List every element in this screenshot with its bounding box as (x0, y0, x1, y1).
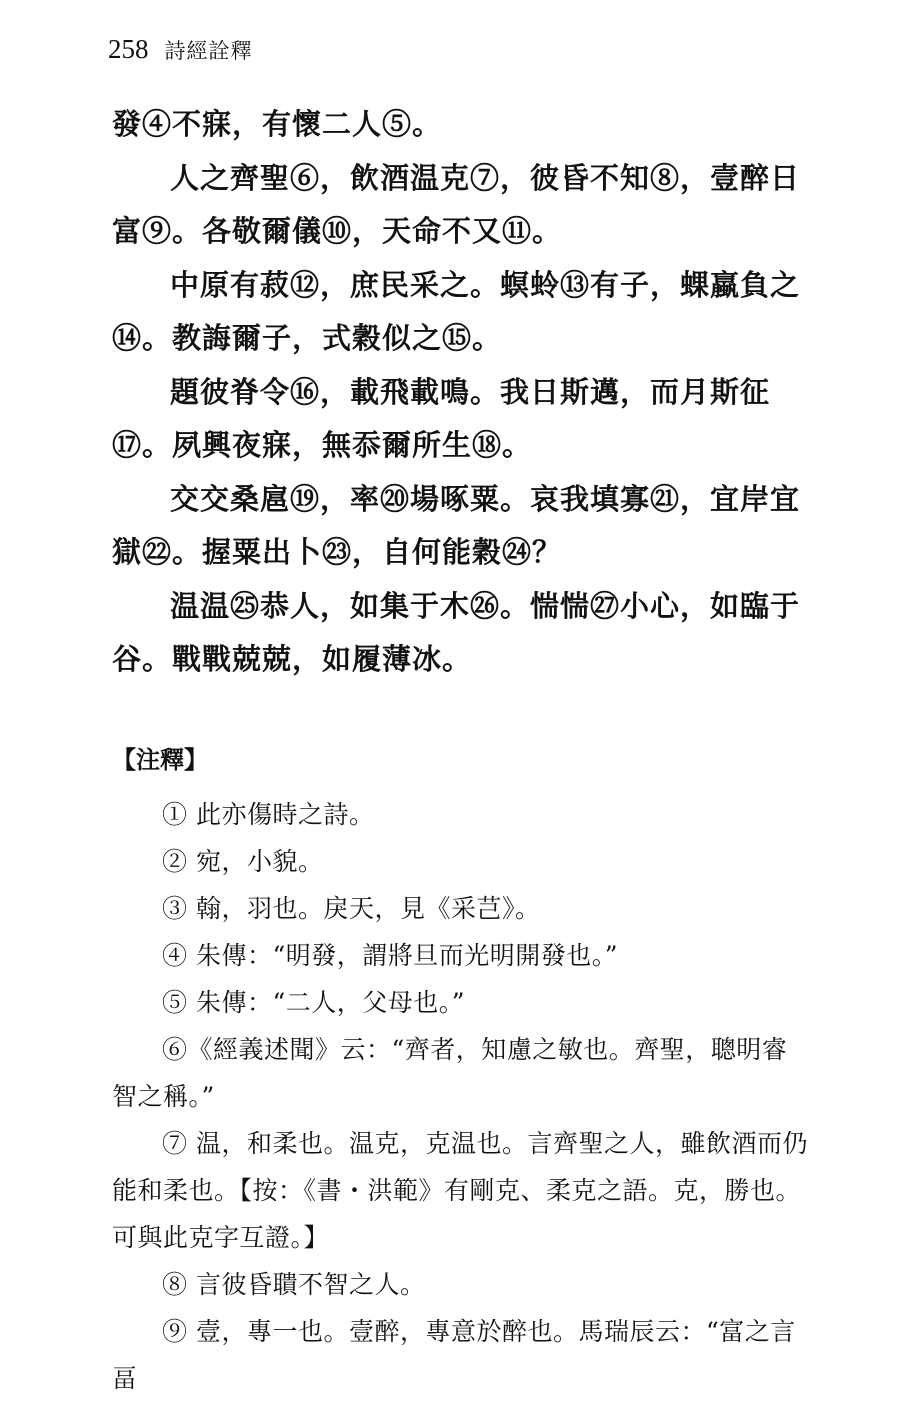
note-item: ⑧ 言彼昏聵不智之人。 (162, 1269, 426, 1299)
poem-stanza: 題彼脊令⑯，載飛載鳴。我日斯邁，而月斯征⑰。夙興夜寐，無忝爾所生⑱。 (112, 374, 771, 462)
note-item: ⑤ 朱傳：“二人，父母也。” (162, 987, 466, 1017)
note-item: ② 宛，小貌。 (162, 846, 324, 876)
notes-list (112, 791, 812, 1402)
notes-heading: 【注釋】 (112, 745, 208, 774)
note-item: ⑦ 温，和柔也。温克，克温也。言齊聖之人，雖飲酒而仍能和柔也。【按：《書・洪範》有剛克、柔克之語。克，勝也。可與此克字互證。】 (112, 1128, 808, 1252)
note-item: ① 此亦傷時之詩。 (162, 799, 375, 829)
page-body (112, 98, 812, 1402)
running-title: 詩經詮釋 (164, 39, 253, 63)
poem-stanza: 交交桑扈⑲，率⑳場啄粟。哀我填寡㉑，宜岸宜獄㉒。握粟出卜㉓，自何能穀㉔？ (112, 481, 801, 569)
note-item: ③ 翰，羽也。戾天，見《采芑》。 (162, 893, 541, 923)
note-item: ④ 朱傳：“明發，謂將旦而光明開發也。” (162, 940, 619, 970)
poem-stanza: 人之齊聖⑥，飲酒温克⑦，彼昏不知⑧，壹醉日富⑨。各敬爾儀⑩，天命不又⑪。 (112, 160, 801, 248)
page-number: 258 (108, 34, 149, 64)
poem-line: 發④不寐，有懷二人⑤。 (112, 107, 443, 141)
poem-text (112, 98, 812, 687)
note-item: ⑥《經義述聞》云：“齊者，知慮之敏也。齊聖，聰明睿智之稱。” (112, 1034, 788, 1111)
page-header (108, 34, 253, 74)
poem-stanza: 中原有菽⑫，庶民采之。螟蛉⑬有子，蜾蠃負之⑭。教誨爾子，式穀似之⑮。 (112, 267, 801, 355)
poem-stanza: 温温㉕恭人，如集于木㉖。惴惴㉗小心，如臨于谷。戰戰兢兢，如履薄冰。 (112, 588, 801, 676)
note-item: ⑨ 壹，專一也。壹醉，專意於醉也。馬瑞辰云：“富之言畐 (112, 1316, 796, 1393)
